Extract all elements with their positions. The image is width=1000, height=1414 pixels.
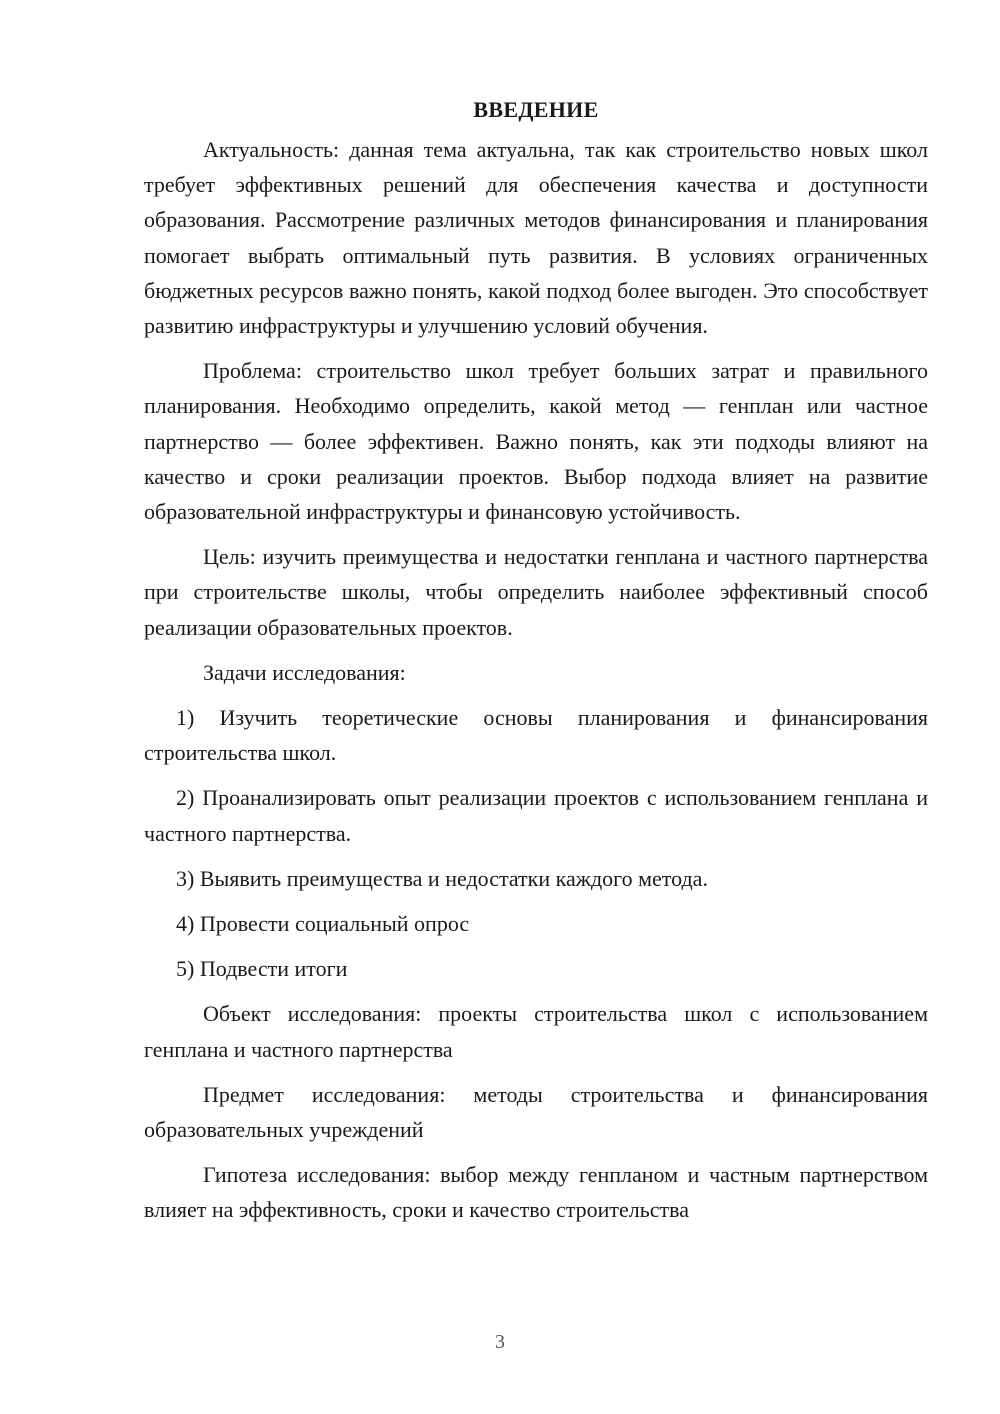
tasks-heading: Задачи исследования:	[203, 659, 406, 685]
relevance-paragraph: Актуальность: данная тема актуальна, так как строительство новых школ требует эффективных решений для обеспечения качества и доступности образования. Рассмотрение различных методов финансирования и планирования помогает выбрать оптимальный путь развития. В условиях ограниченных бюджетных ресурсов важно понять, какой подход более выгоден. Это способствует развитию инфраструктуры и улучшению условий обучения.	[144, 137, 928, 339]
goal-paragraph: Цель: изучить преимущества и недостатки генплана и частного партнерства при строительстве школы, чтобы определить наиболее эффективный способ реализации образовательных проектов.	[144, 544, 928, 640]
list-item: 1) Изучить теоретические основы планирования и финансирования строительства школ.	[144, 705, 928, 766]
list-item: 3) Выявить преимущества и недостатки каждого метода.	[176, 865, 708, 891]
object-paragraph: Объект исследования: проекты строительства школ с использованием генплана и частного партнерства	[144, 1001, 928, 1062]
subject-paragraph: Предмет исследования: методы строительства и финансирования образовательных учреждений	[144, 1081, 928, 1143]
list-item: 5) Подвести итоги	[176, 956, 348, 982]
problem-paragraph: Проблема: строительство школ требует больших затрат и правильного планирования. Необходимо определить, какой метод — генплан или частное партнерство — более эффективен. Важно понять, как эти подходы влияют на качество и сроки реализации проектов. Выбор подхода влияет на развитие образовательной инфраструктуры и финансовую устойчивость.	[144, 358, 928, 525]
page-number: 3	[495, 1331, 505, 1353]
page-title: ВВЕДЕНИЕ	[473, 97, 599, 122]
tasks-list	[144, 700, 928, 986]
list-item: 4) Провести социальный опрос	[176, 911, 470, 937]
document-body	[144, 88, 928, 1238]
hypothesis-paragraph: Гипотеза исследования: выбор между генпланом и частным партнерством влияет на эффективность, сроки и качество строительства	[144, 1162, 928, 1223]
list-item: 2) Проанализировать опыт реализации проектов с использованием генплана и частного партнерства.	[144, 785, 928, 846]
